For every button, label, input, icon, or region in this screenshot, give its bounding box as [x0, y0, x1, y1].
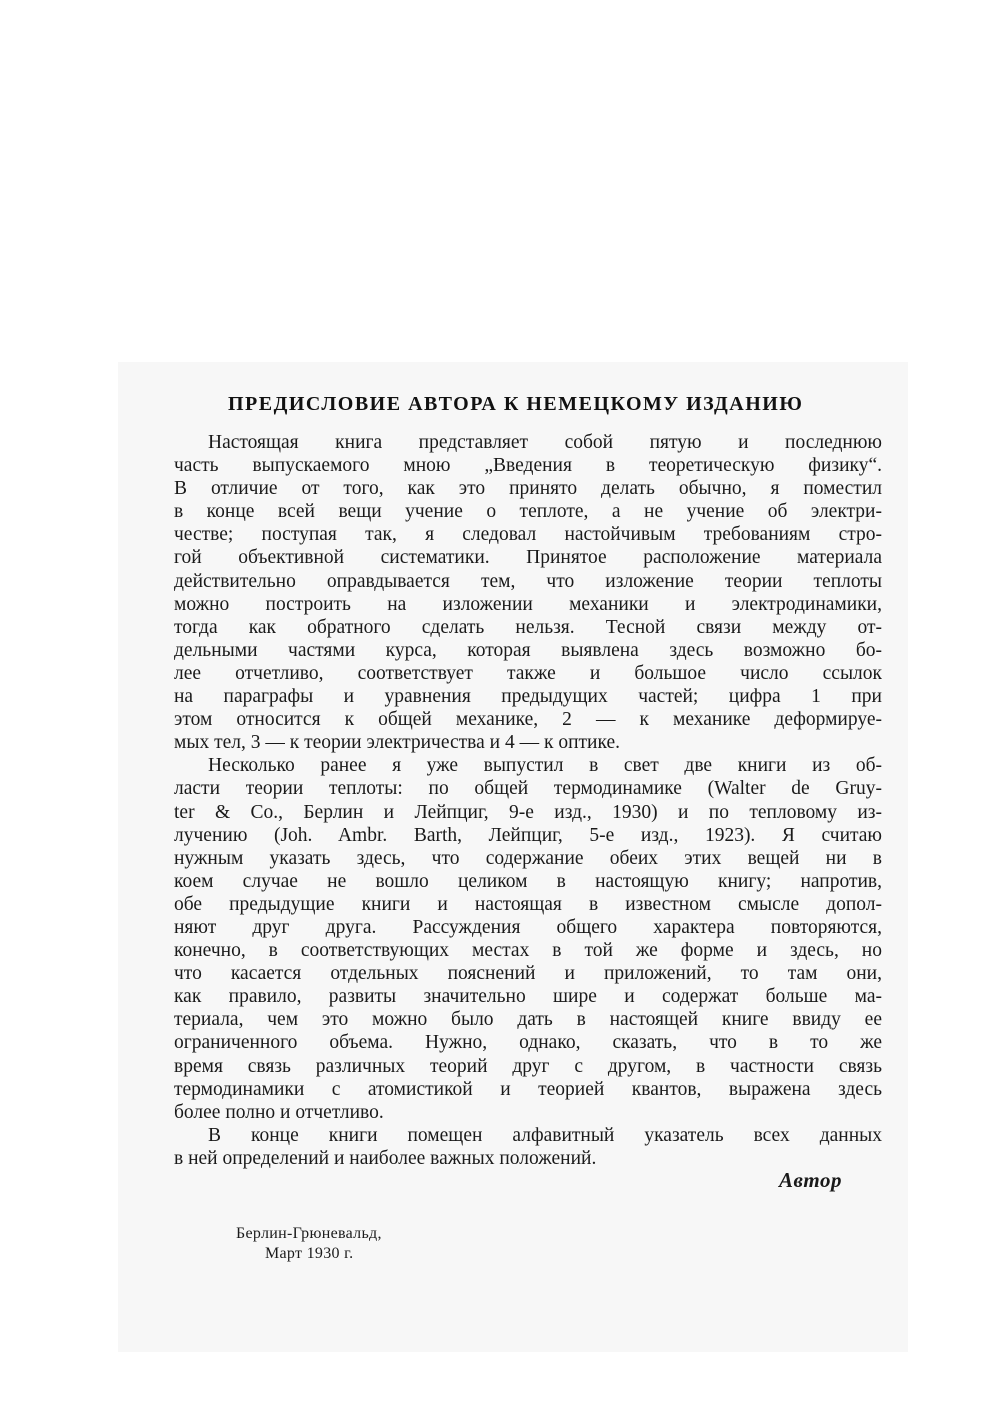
text-line: на параграфы и уравнения предыдущих частей; цифра 1 при — [174, 686, 882, 708]
text-line: нужным указать здесь, что содержание обеих этих вещей ни в — [174, 847, 882, 869]
date-line: Март 1930 г. — [265, 1245, 354, 1262]
text-line: териала, чем это можно было дать в настоящей книге ввиду ее — [174, 1009, 882, 1031]
text-line: В конце книги помещен алфавитный указатель всех данных — [208, 1124, 882, 1146]
place-and-date — [236, 1224, 382, 1264]
text-line: В отличие от того, как это принято делать обычно, я поместил — [174, 478, 882, 500]
text-line: этом относится к общей механике, 2 — к механике деформируе- — [174, 709, 882, 731]
text-line: коем случае не вошло целиком в настоящую книгу; напротив, — [174, 870, 882, 892]
text-line: что касается отдельных пояснений и приложений, то там они, — [174, 963, 882, 985]
place-line: Берлин-Грюневальд, — [236, 1225, 382, 1242]
text-line: термодинамики с атомистикой и теорией квантов, выражена здесь — [174, 1078, 882, 1100]
text-line: ter & Co., Берлин и Лейпциг, 9-е изд., 1930) и по тепловому из- — [174, 801, 882, 823]
text-line: обе предыдущие книги и настоящая в известном смысле допол- — [174, 893, 882, 915]
text-line: лучению (Joh. Ambr. Barth, Лейпциг, 5-е изд., 1923). Я считаю — [174, 824, 882, 846]
text-line: мых тел, 3 — к теории электричества и 4 — к оптике. — [174, 732, 620, 754]
text-line: можно построить на изложении механики и электродинамики, — [174, 593, 882, 615]
text-line: как правило, развиты значительно шире и содержат больше ма- — [174, 986, 882, 1008]
preface-body — [174, 431, 882, 1170]
preface-heading: ПРЕДИСЛОВИЕ АВТОРА К НЕМЕЦКОМУ ИЗДАНИЮ — [228, 393, 804, 415]
text-line: в конце всей вещи учение о теплоте, а не учение об электри- — [174, 501, 882, 523]
text-line: Настоящая книга представляет собой пятую и последнюю — [208, 432, 882, 453]
text-line: честве; поступая так, я следовал настойчивым требованиям стро- — [174, 524, 882, 546]
text-line: более полно и отчетливо. — [174, 1101, 384, 1123]
author-signature: Автор — [779, 1168, 842, 1192]
text-line: гой объективной систематики. Принятое расположение материала — [174, 547, 882, 569]
text-line: Несколько ранее я уже выпустил в свет две книги из об- — [208, 755, 882, 777]
text-line: конечно, в соответствующих местах в той же форме и здесь, но — [174, 940, 882, 962]
text-line: тогда как обратного сделать нельзя. Тесной связи между от- — [174, 616, 882, 638]
text-line: лее отчетливо, соответствует также и большое число ссылок — [174, 662, 882, 684]
text-line: время связь различных теорий друг с другом, в частности связь — [174, 1055, 882, 1077]
text-line: няют друг друга. Рассуждения общего характера повторяются, — [174, 916, 882, 938]
text-line: ограниченного объема. Нужно, однако, сказать, что в то же — [174, 1032, 882, 1054]
text-line: действительно оправдывается тем, что изложение теории теплоты — [174, 570, 882, 592]
text-line: дельными частями курса, которая выявлена здесь возможно бо- — [174, 639, 882, 661]
text-line: ласти теории теплоты: по общей термодинамике (Walter de Gruy- — [174, 778, 882, 800]
text-line: часть выпускаемого мною „Введения в теоретическую физику“. — [174, 455, 882, 477]
text-line: в ней определений и наиболее важных положений. — [174, 1147, 597, 1169]
